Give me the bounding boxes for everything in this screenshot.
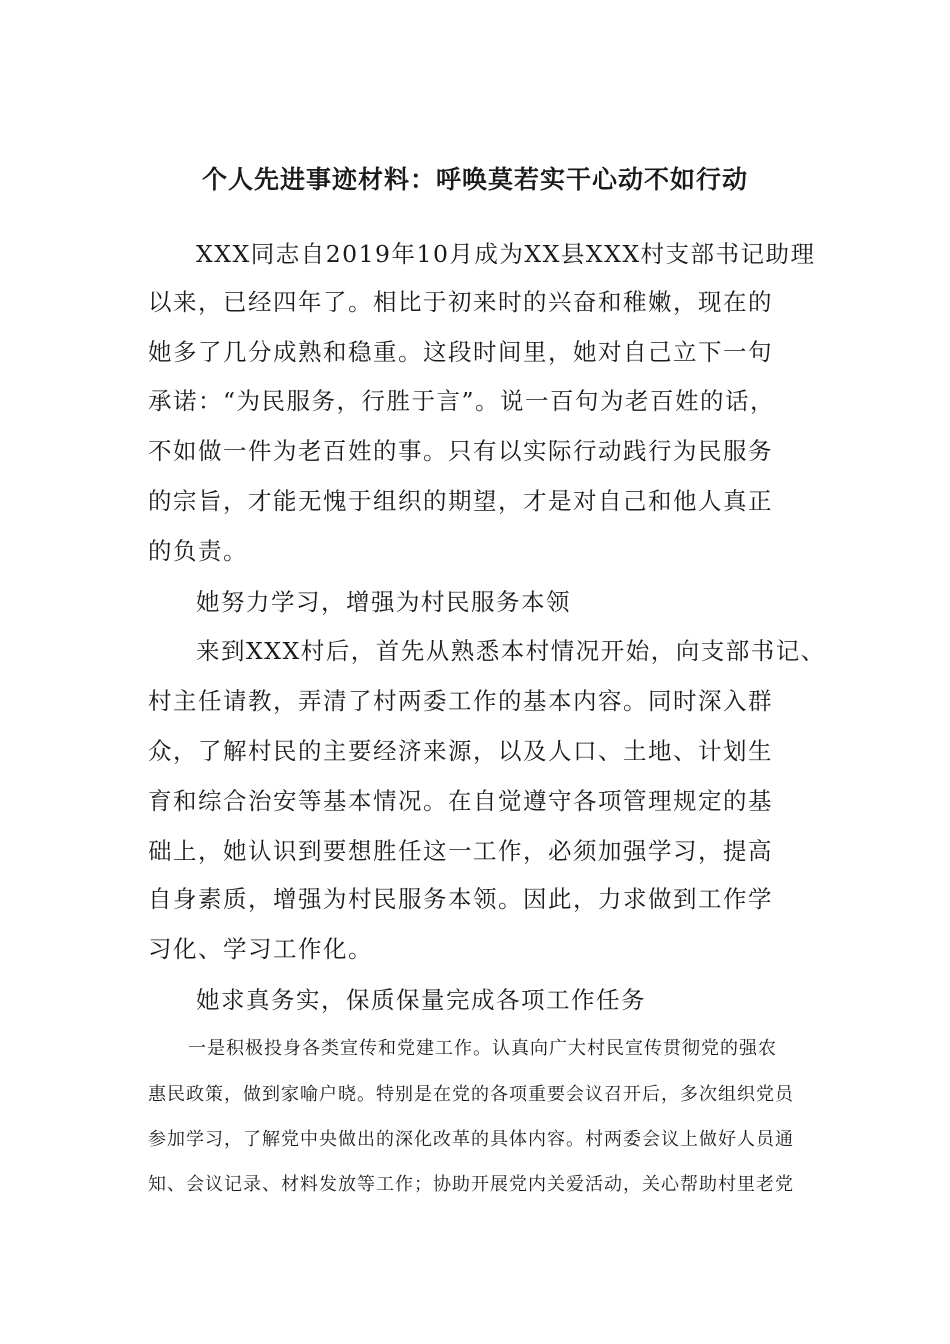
paragraph-line: 承诺：“为民服务，行胜于言”。说一百句为老百姓的话， [148, 387, 776, 415]
paragraph-line: 参加学习，了解党中央做出的深化改革的具体内容。村两委会议上做好人员通 [148, 1129, 794, 1150]
paragraph-line: 础上，她认识到要想胜任这一工作，必须加强学习，提高 [148, 837, 773, 865]
paragraph-line: 的宗旨，才能无愧于组织的期望，才是对自己和他人真正 [148, 487, 773, 515]
paragraph-line: 育和综合治安等基本情况。在自觉遵守各项管理规定的基 [148, 787, 773, 815]
paragraph-line: 惠民政策，做到家喻户晓。特别是在党的各项重要会议召开后，多次组织党员 [148, 1084, 794, 1105]
section-heading: 她求真务实，保质保量完成各项工作任务 [196, 986, 646, 1014]
paragraph-line: 她多了几分成熟和稳重。这段时间里，她对自己立下一句 [148, 338, 773, 366]
paragraph-line: 的负责。 [148, 537, 248, 565]
paragraph-line: 习化、学习工作化。 [148, 935, 373, 963]
paragraph-line: 以来，已经四年了。相比于初来时的兴奋和稚嫩，现在的 [148, 288, 773, 316]
paragraph-line: 一是积极投身各类宣传和党建工作。认真向广大村民宣传贯彻党的强农 [188, 1038, 777, 1059]
paragraph-line: 自身素质，增强为村民服务本领。因此，力求做到工作学 [148, 885, 773, 913]
document-title: 个人先进事迹材料：呼唤莫若实干心动不如行动 [201, 165, 748, 194]
paragraph-line: 众，了解村民的主要经济来源，以及人口、土地、计划生 [148, 737, 773, 765]
section-heading: 她努力学习，增强为村民服务本领 [196, 588, 571, 616]
paragraph-line: 知、会议记录、材料发放等工作；协助开展党内关爱活动，关心帮助村里老党 [148, 1174, 794, 1195]
paragraph-line: 来到XXX村后，首先从熟悉本村情况开始，向支部书记、 [196, 637, 826, 665]
paragraph-line: XXX同志自2019年10月成为XX县XXX村支部书记助理 [196, 240, 816, 268]
paragraph-line: 村主任请教，弄清了村两委工作的基本内容。同时深入群 [148, 687, 773, 715]
paragraph-line: 不如做一件为老百姓的事。只有以实际行动践行为民服务 [148, 437, 773, 465]
